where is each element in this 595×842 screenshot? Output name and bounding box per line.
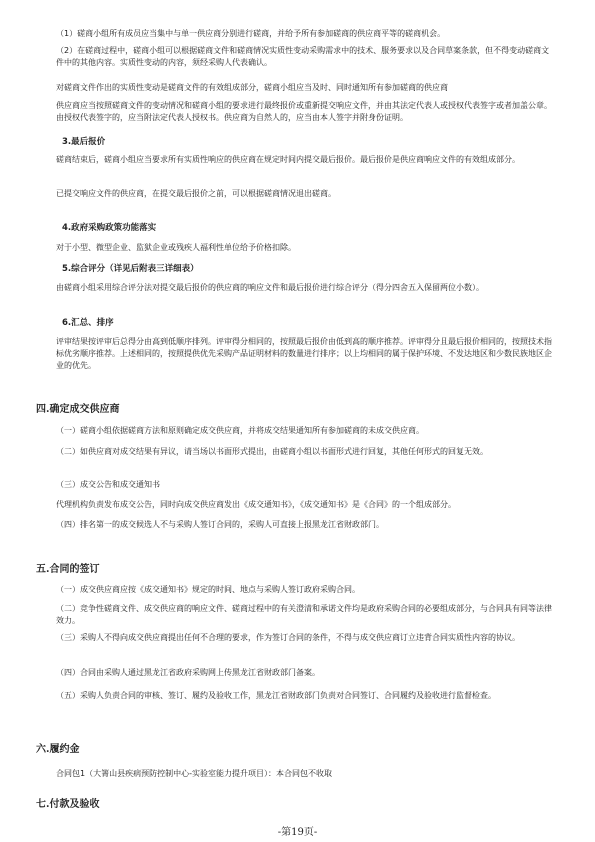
paragraph-substantive-change: 对磋商文件作出的实质性变动是磋商文件的有效组成部分，磋商小组应当及时、同时通知所有参加磋商的供应商 [56, 83, 448, 92]
paragraph-first-candidate: （四）排名第一的成交候选人不与采购人签订合同的，采购人可直接上报黑龙江省财政部门。 [56, 520, 384, 529]
paragraph-sign-contract: （一）成交供应商应按《成交通知书》规定的时间、地点与采购人签订政府采购合同。 [56, 585, 360, 594]
paragraph-final-offer-procedure: 供应商应当按照磋商文件的变动情况和磋商小组的要求进行最终报价或重新提交响应文件，并由其法定代表人或授权代表签字或者加盖公章。由授权代表签字的，应当附法定代表人授权书。供应商为自然人的，应当由本人签字并附身份证明。 [56, 101, 552, 122]
paragraph-no-unreasonable-demands: （三）采购人不得向成交供应商提出任何不合理的要求，作为签订合同的条件，不得与成交供应商订立违背合同实质性内容的协议。 [56, 633, 520, 642]
paragraph-award-notice-title: （三）成交公告和成交通知书 [56, 480, 160, 489]
paragraph-determine-supplier: （一）磋商小组依据磋商方法和原则确定成交供应商，并将成交结果通知所有参加磋商的未成交供应商。 [56, 426, 424, 435]
paragraph-negotiation-equal-chance: （1）磋商小组所有成员应当集中与单一供应商分别进行磋商，并给予所有参加磋商的供应商平等的磋商机会。 [56, 29, 446, 38]
paragraph-contract-documents: （二）竞争性磋商文件、成交供应商的响应文件、磋商过程中的有关澄清和承诺文件均是政府采购合同的必要组成部分，与合同具有同等法律效力。 [56, 604, 552, 625]
paragraph-contract-filing: （四）合同由采购人通过黑龙江省政府采购网上传黑龙江省财政部门备案。 [56, 668, 320, 677]
section-heading-policy: 4.政府采购政策功能落实 [62, 223, 157, 233]
paragraph-final-quote: 磋商结束后，磋商小组应当要求所有实质性响应的供应商在规定时间内提交最后报价。最后报价是供应商响应文件的有效组成部分。 [56, 155, 520, 164]
paragraph-performance-bond: 合同包1（大箐山县疾病预防控制中心-实验室能力提升项目）：本合同包不收取 [56, 769, 332, 778]
section-heading-ranking: 6.汇总、排序 [62, 318, 114, 328]
chapter-heading-determine-supplier: 四.确定成交供应商 [36, 404, 120, 415]
paragraph-award-notice: 代理机构负责发布成交公告，同时向成交供应商发出《成交通知书》，《成交通知书》是《合同》的一个组成部分。 [56, 500, 456, 509]
paragraph-contract-supervision: （五）采购人负责合同的审核、签订、履约及验收工作，黑龙江省财政部门负责对合同签订、合同履约及验收进行监督检查。 [56, 691, 496, 700]
chapter-heading-performance-bond: 六.履约金 [36, 744, 80, 755]
page-number: -第19页- [277, 827, 318, 838]
paragraph-ranking-rules: 评审结果按评审后总得分由高到低顺序排列。评审得分相同的，按照最后报价由低到高的顺序推荐。评审得分且最后报价相同的，按照技术指标优劣顺序推荐。上述相同的，按照提供优先采购产品证明材料的数量进行排序；以上均相同的属于保护环境、不发达地区和少数民族地区企业的优先。 [56, 337, 552, 370]
paragraph-withdraw: 已提交响应文件的供应商，在提交最后报价之前，可以根据磋商情况退出磋商。 [56, 189, 336, 198]
paragraph-scoring-method: 由磋商小组采用综合评分法对提交最后报价的供应商的响应文件和最后报价进行综合评分（得分四舍五入保留两位小数）。 [56, 283, 484, 292]
section-heading-scoring: 5.综合评分（详见后附表三详细表） [62, 264, 199, 274]
paragraph-price-deduction: 对于小型、微型企业、监狱企业或残疾人福利性单位给予价格扣除。 [56, 243, 296, 252]
chapter-heading-contract-signing: 五.合同的签订 [36, 564, 100, 575]
section-heading-final-quote: 3.最后报价 [62, 137, 106, 147]
paragraph-negotiation-changes: （2）在磋商过程中，磋商小组可以根据磋商文件和磋商情况实质性变动采购需求中的技术、服务要求以及合同草案条款，但不得变动磋商文件中的其他内容。实质性变动的内容，须经采购人代表确认。 [56, 46, 550, 67]
paragraph-objection: （二）如供应商对成交结果有异议，请当场以书面形式提出，由磋商小组以书面形式进行回复，其他任何形式的回复无效。 [56, 447, 488, 456]
chapter-heading-payment-acceptance: 七.付款及验收 [36, 799, 100, 810]
